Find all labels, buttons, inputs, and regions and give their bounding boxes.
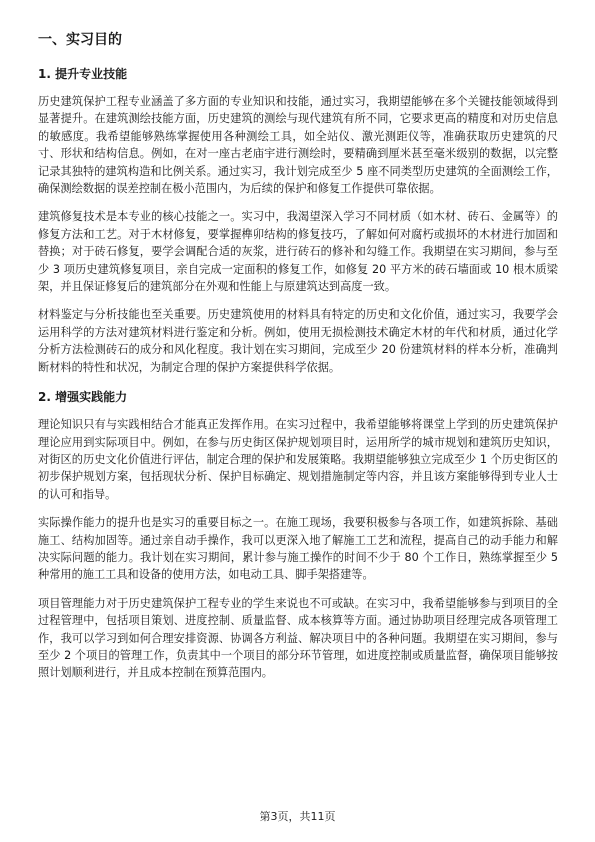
page-number-footer: 第3页，共11页 xyxy=(259,810,336,823)
paragraph: 材料鉴定与分析技能也至关重要。历史建筑使用的材料具有特定的历史和文化价值，通过实习，我要学会运用科学的方法对建筑材料进行鉴定和分析。例如，使用无损检测技术确定木材的年代和材质，通过化学分析方法检测砖石的成分和风化程度。我计划在实习期间，完成至少 20 份建筑材料的样本分析，准确判断材料的特性和状况，为制定合理的保护方案提供科学依据。 xyxy=(38,308,558,374)
paragraph: 理论知识只有与实践相结合才能真正发挥作用。在实习过程中，我希望能够将课堂上学到的历史建筑保护理论应用到实际项目中。例如，在参与历史街区保护规划项目时，运用所学的城市规划和建筑历史知识，对街区的历史文化价值进行评估，制定合理的保护和发展策略。我期望能够独立完成至少 1 个历史街区的初步保护规划方案，包括现状分析、保护目标确定、规划措施制定等内容，并且该方案能够得到专业人士的认可和指导。 xyxy=(38,418,558,501)
paragraph: 历史建筑保护工程专业涵盖了多方面的专业知识和技能，通过实习，我期望能够在多个关键技能领域得到显著提升。在建筑测绘技能方面，历史建筑的测绘与现代建筑有所不同，它要求更高的精度和对历史信息的敏感度。我希望能够熟练掌握使用各种测绘工具，如全站仪、激光测距仪等，准确获取历史建筑的尺寸、形状和结构信息。例如，在对一座古老庙宇进行测绘时，要精确到厘米甚至毫米级别的数据，以完整记录其独特的建筑构造和比例关系。通过实习，我计划完成至少 5 座不同类型历史建筑的全面测绘工作，确保测绘数据的误差控制在极小范围内，为后续的保护和修复工作提供可靠依据。 xyxy=(38,95,558,196)
paragraph: 建筑修复技术是本专业的核心技能之一。实习中，我渴望深入学习不同材质（如木材、砖石、金属等）的修复方法和工艺。对于木材修复，要掌握榫卯结构的修复技巧，了解如何对腐朽或损坏的木材进行加固和替换；对于砖石修复，要学会调配合适的灰浆，进行砖石的修补和勾缝工作。我期望在实习期间，参与至少 3 项历史建筑修复项目，亲自完成一定面积的修复工作，如修复 20 平方米的砖石墙面或 10 根木质梁架，并且保证修复后的建筑部分在外观和性能上与原建筑达到高度一致。 xyxy=(38,210,558,294)
section-title: 一、实习目的 xyxy=(38,32,122,48)
subsection-skills xyxy=(38,66,558,376)
subsection-practice xyxy=(38,389,558,682)
paragraph: 项目管理能力对于历史建筑保护工程专业的学生来说也不可或缺。在实习中，我希望能够参与到项目的全过程管理中，包括项目策划、进度控制、质量监督、成本核算等方面。通过协助项目经理完成各项管理工作，我可以学习到如何合理安排资源、协调各方利益、解决项目中的各种问题。我期望在实习期间，参与至少 2 个项目的管理工作，负责其中一个项目的部分环节管理，如进度控制或质量监督，确保项目能够按照计划顺利进行，并且成本控制在预算范围内。 xyxy=(38,596,558,680)
page-content xyxy=(38,30,558,693)
paragraph: 实际操作能力的提升也是实习的重要目标之一。在施工现场，我要积极参与各项工作，如建筑拆除、基础施工、结构加固等。通过亲自动手操作，我可以更深入地了解施工工艺和流程，提高自己的动手能力和解决实际问题的能力。我计划在实习期间，累计参与施工操作的时间不少于 80 个工作日，熟练掌握至少 5 种常用的施工工具和设备的使用方法，如电动工具、脚手架搭建等。 xyxy=(38,516,558,582)
subsection-heading: 2. 增强实践能力 xyxy=(38,390,128,405)
subsection-heading: 1. 提升专业技能 xyxy=(38,67,128,81)
